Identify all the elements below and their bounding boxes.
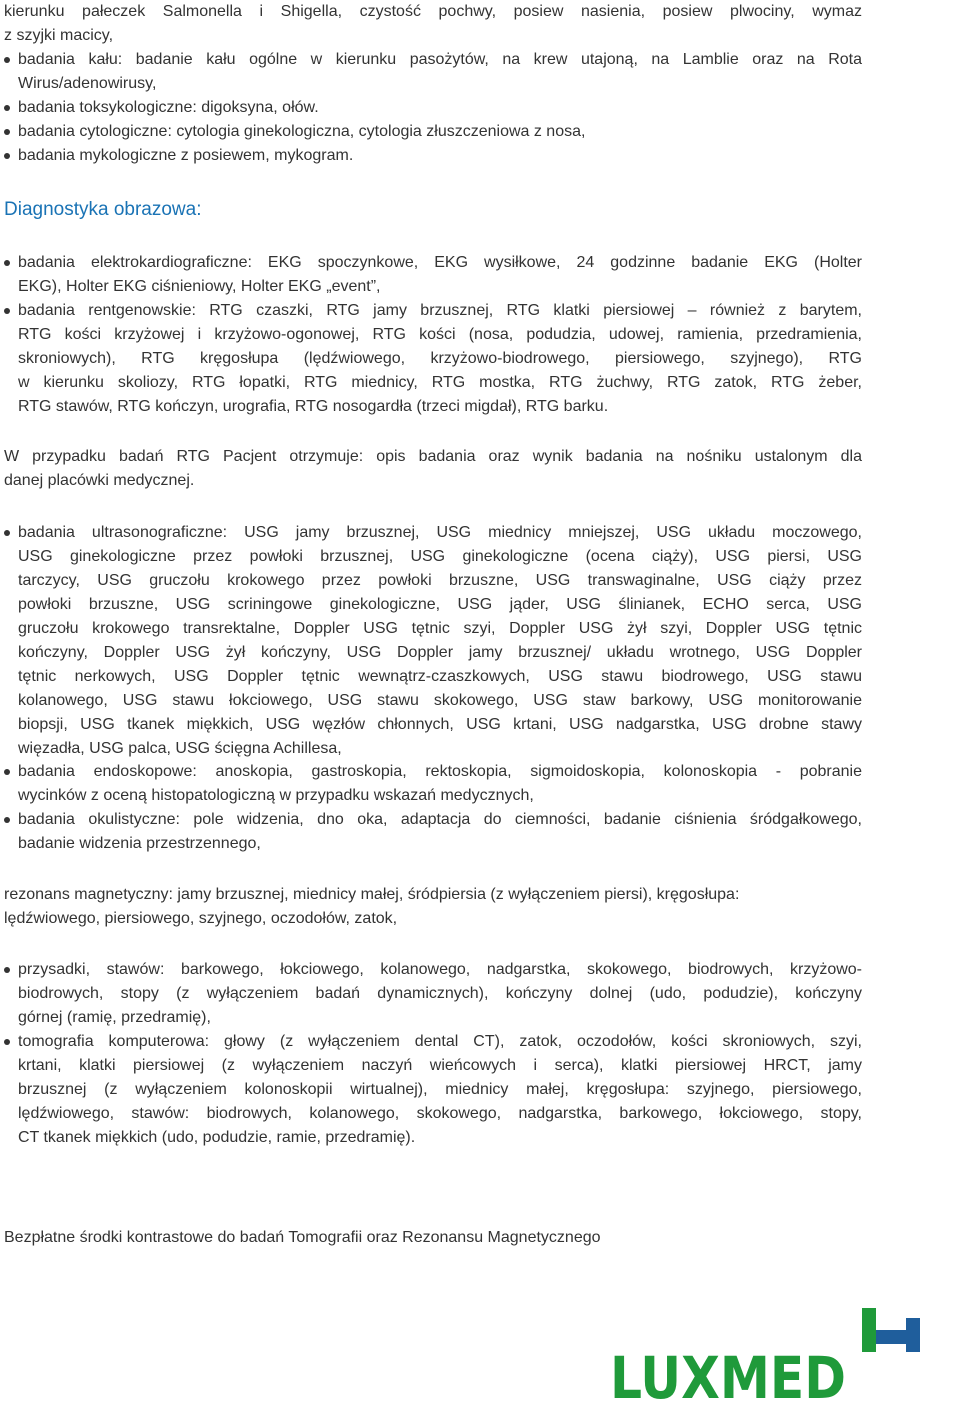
text-line: tomografia komputerowa: głowy (z wyłączeniem dental CT), zatok, oczodołów, kości skroniowych, szyi, xyxy=(18,1033,862,1050)
text-line: wycinków z oceną histopatologiczną w przypadku wskazań medycznych, xyxy=(18,787,534,804)
text-line: tętnic nerkowych, USG Doppler tętnic wewnątrz-czaszkowych, USG stawu biodrowego, USG stawu xyxy=(18,668,862,685)
text-line: Bezpłatne środki kontrastowe do badań Tomografii oraz Rezonansu Magnetycznego xyxy=(4,1229,601,1246)
text-line: lędźwiowego, stawów: biodrowych, kolanowego, skokowego, nadgarstka, barkowego, łokciowego, stopy, xyxy=(18,1105,862,1122)
text-line: rezonans magnetyczny: jamy brzusznej, miednicy małej, śródpiersia (z wyłączeniem piersi), kręgosłupa: xyxy=(4,886,740,903)
luxmed-logo xyxy=(608,1300,938,1410)
bullet-icon xyxy=(4,57,10,63)
text-line: Wirus/adenowirusy, xyxy=(18,75,157,92)
text-line: z szyjki macicy, xyxy=(4,27,114,44)
text-line: biodrowych, stopy (z wyłączeniem badań dynamicznych), kończyny dolnej (udo, podudzie), kończyny xyxy=(18,985,862,1002)
text-line: skroniowych), RTG kręgosłupa (lędźwiowego, krzyżowo-biodrowego, piersiowego, szyjnego), RTG xyxy=(18,350,862,367)
bullet-icon xyxy=(4,769,10,775)
text-line: badania ultrasonograficzne: USG jamy brzusznej, USG miednicy mniejszej, USG układu moczowego, xyxy=(18,524,862,541)
text-line: badanie widzenia przestrzennego, xyxy=(18,835,261,852)
text-line: badania okulistyczne: pole widzenia, dno oka, adaptacja do ciemności, badanie ciśnienia śródgałkowego, xyxy=(18,811,862,828)
text-line: RTG kości krzyżowej i krzyżowo-ogonowej, RTG kości (nosa, podudzia, udowej, ramienia, przedramienia, xyxy=(18,326,862,343)
text-line: badania cytologiczne: cytologia ginekologiczna, cytologia złuszczeniowa z nosa, xyxy=(18,123,586,140)
bullet-icon xyxy=(4,129,10,135)
section-heading: Diagnostyka obrazowa: xyxy=(4,199,202,220)
text-line: badania kału: badanie kału ogólne w kierunku pasożytów, na krew utajoną, na Lamblie oraz na Rota xyxy=(18,51,862,68)
text-line: badania toksykologiczne: digoksyna, ołów. xyxy=(18,99,319,116)
bullet-icon xyxy=(4,817,10,823)
text-line: badania rentgenowskie: RTG czaszki, RTG jamy brzusznej, RTG klatki piersiowej – również z barytem, xyxy=(18,302,862,319)
text-line: USG ginekologiczne przez powłoki brzusznej, USG ginekologiczne (ocena ciąży), USG piersi, USG xyxy=(18,548,862,565)
text-line: danej placówki medycznej. xyxy=(4,472,195,489)
text-line: więzadła, USG palca, USG ścięgna Achillesa, xyxy=(18,740,342,757)
text-line: W przypadku badań RTG Pacjent otrzymuje: opis badania oraz wynik badania na nośniku ustalonym dla xyxy=(4,448,862,465)
text-line: biopsji, USG tkanek miękkich, USG węzłów chłonnych, USG krtani, USG nadgarstka, USG drobne stawy xyxy=(18,716,862,733)
text-line: w kierunku skoliozy, RTG łopatki, RTG miednicy, RTG mostka, RTG żuchwy, RTG zatok, RTG żeber, xyxy=(18,374,862,391)
text-line: brzusznej (z wyłączeniem kolonoskopii wirtualnej), miednicy małej, kręgosłupa: szyjnego, piersiowego, xyxy=(18,1081,862,1098)
bullet-icon xyxy=(4,1039,10,1045)
footer-note xyxy=(4,1226,862,1250)
text-line: gruczołu krokowego transrektalne, Doppler USG tętnic szyi, Doppler USG żył szyi, Doppler USG tętnic xyxy=(18,620,862,637)
logo-text: LUXMED xyxy=(610,1344,846,1410)
text-line: RTG stawów, RTG kończyn, urografia, RTG nosogardła (trzeci migdał), RTG barku. xyxy=(18,398,609,415)
bullet-icon xyxy=(4,260,10,266)
text-line: krtani, klatki piersiowej (z wyłączeniem naczyń wieńcowych i serca), klatki piersiowej HRCT, jamy xyxy=(18,1057,862,1074)
text-line: CT tkanek miękkich (udo, podudzie, ramie, przedramię). xyxy=(18,1129,416,1146)
paragraph-mr xyxy=(4,883,862,931)
bullet-icon xyxy=(4,967,10,973)
text-line: EKG), Holter EKG ciśnieniowy, Holter EKG „event”, xyxy=(18,278,381,295)
text-line: kolanowego, USG stawu łokciowego, USG stawu skokowego, USG staw barkowy, USG monitorowanie xyxy=(18,692,862,709)
text-line: powłoki brzuszne, USG scriningowe ginekologiczne, USG jąder, USG ślinianek, ECHO serca, USG xyxy=(18,596,862,613)
text-line: badania endoskopowe: anoskopia, gastroskopia, rektoskopia, sigmoidoskopia, kolonoskopia - pobranie xyxy=(18,763,862,780)
text-line: lędźwiowego, piersiowego, szyjnego, oczodołów, zatok, xyxy=(4,910,398,927)
text-line: badania mykologiczne z posiewem, mykogram. xyxy=(18,147,354,164)
text-line: tarczycy, USG gruczołu krokowego przez powłoki brzuszne, USG transwaginalne, USG ciąży przez xyxy=(18,572,862,589)
text-line: kierunku pałeczek Salmonella i Shigella, czystość pochwy, posiew nasienia, posiew plwociny, wymaz xyxy=(4,3,862,20)
text-line: górnej (ramię, przedramię), xyxy=(18,1009,211,1026)
bullet-icon xyxy=(4,308,10,314)
text-line: kończyny, Doppler USG żył kończyny, USG Doppler jamy brzusznej/ układu wrotnego, USG Doppler xyxy=(18,644,862,661)
bullet-icon xyxy=(4,530,10,536)
bullet-icon xyxy=(4,153,10,159)
text-line: przysadki, stawów: barkowego, łokciowego, kolanowego, nadgarstka, skokowego, biodrowych, krzyżowo- xyxy=(18,961,862,978)
bullet-icon xyxy=(4,105,10,111)
top-continuation xyxy=(4,0,862,48)
logo-cross-icon xyxy=(862,1308,920,1352)
text-line: badania elektrokardiograficzne: EKG spoczynkowe, EKG wysiłkowe, 24 godzinne badanie EKG (Holter xyxy=(18,254,862,271)
paragraph-rtg xyxy=(4,445,862,493)
